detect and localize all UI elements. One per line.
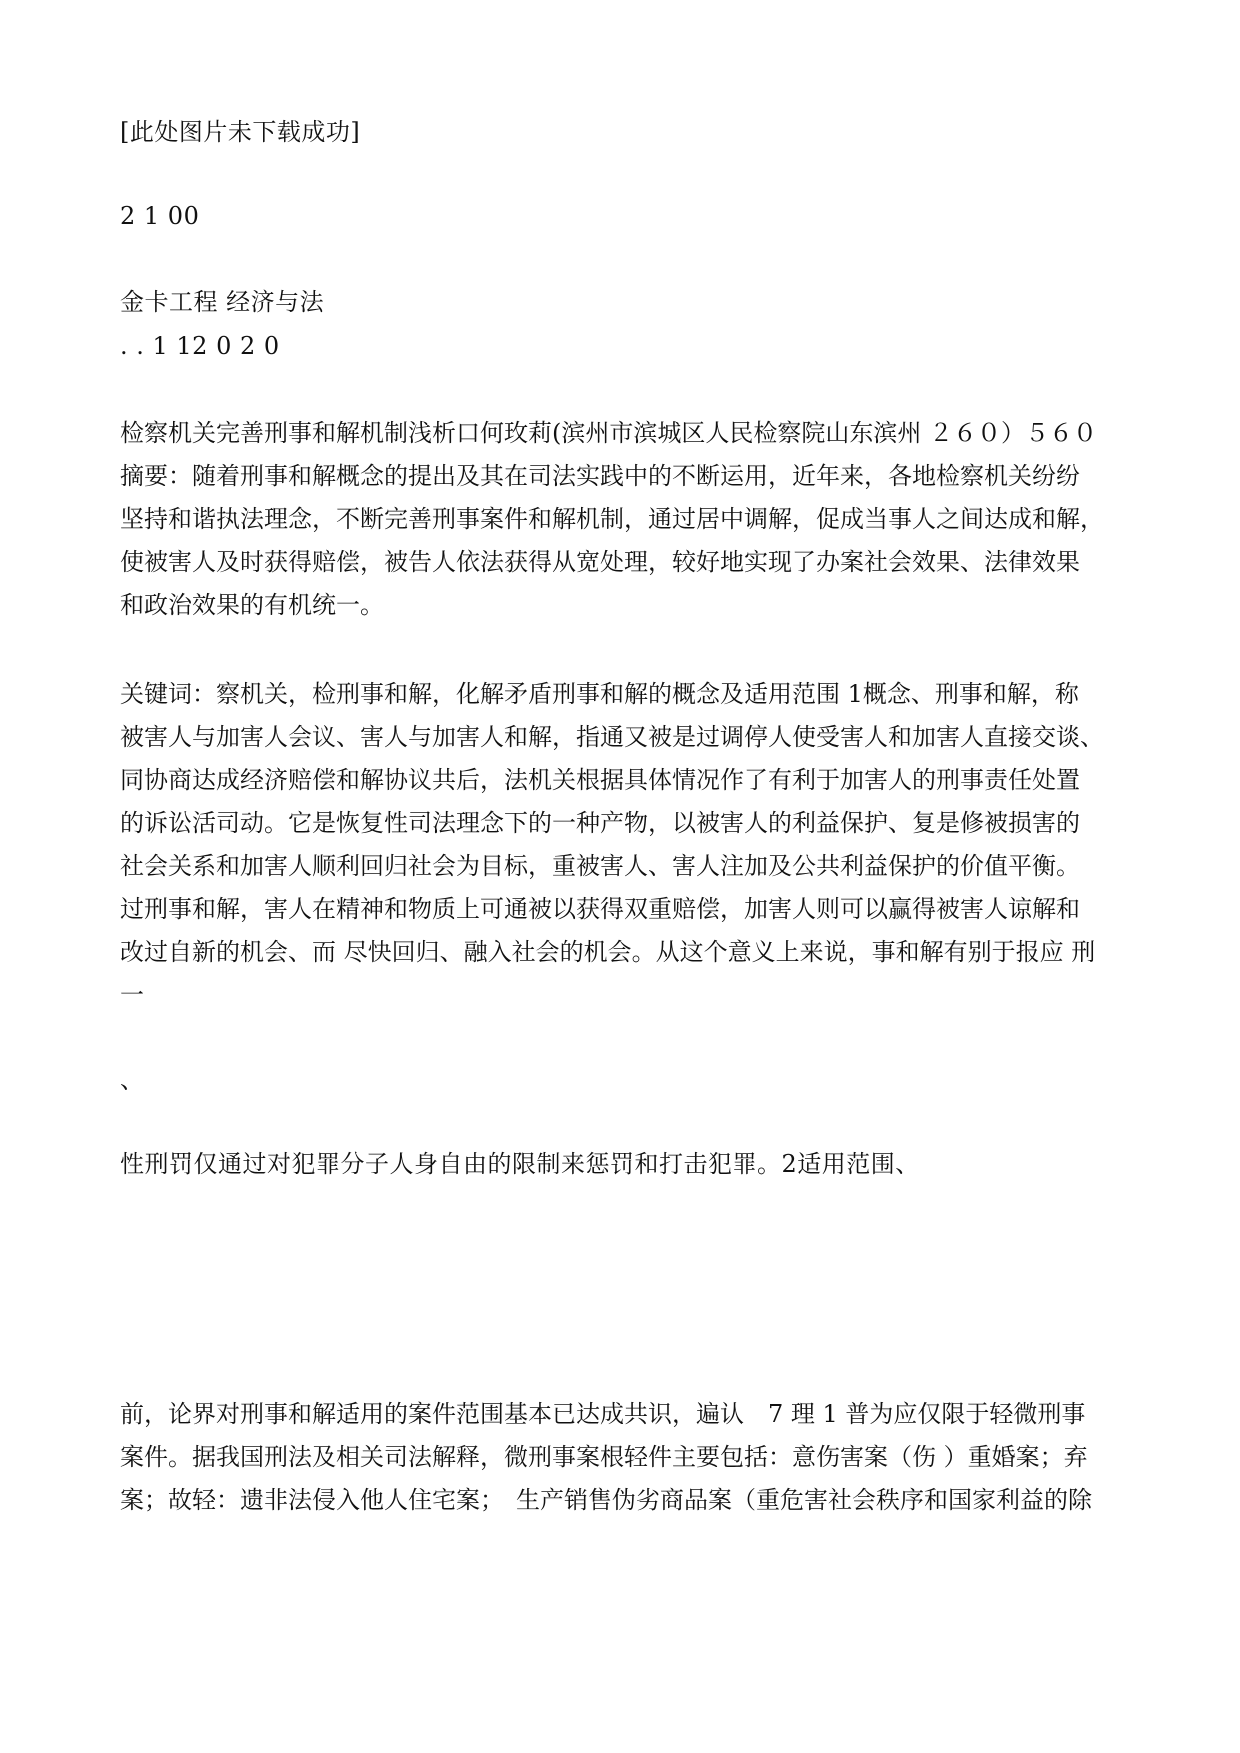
paragraph-keywords [120, 673, 1130, 1017]
header-title: 金卡工程 经济与法 [120, 288, 325, 316]
text-line: 关键词：察机关，检刑事和解，化解矛盾刑事和解的概念及适用范围 1概念、刑事和解，称 [120, 680, 1079, 708]
text-line: 前，论界对刑事和解适用的案件范围基本已达成共识，遍认 7 理 1 普为应仅限于轻微刑事 [120, 1400, 1086, 1428]
text-line: 摘要：随着刑事和解概念的提出及其在司法实践中的不断运用，近年来，各地检察机关纷纷 [120, 462, 1080, 490]
text-line: 案件。据我国刑法及相关司法解释，微刑事案根轻件主要包括：意伤害案（伤 ）重婚案；弃 [120, 1443, 1088, 1471]
text-line: 坚持和谐执法理念，不断完善刑事案件和解机制，通过居中调解，促成当事人之间达成和解， [120, 505, 1104, 533]
text-line: 一 [120, 981, 144, 1009]
paragraph-scope [120, 1393, 1130, 1522]
paragraph-abstract [120, 412, 1130, 627]
text-line: 和政治效果的有机统一。 [120, 591, 384, 619]
text-line: 的诉讼活司动。它是恢复性司法理念下的一种产物，以被害人的利益保护、复是修被损害的 [120, 809, 1080, 837]
text-line: 同协商达成经济赔偿和解协议共后，法机关根据具体情况作了有利于加害人的刑事责任处置 [120, 766, 1080, 794]
text-line: 过刑事和解，害人在精神和物质上可通被以获得双重赔偿，加害人则可以赢得被害人谅解和 [120, 895, 1080, 923]
text-line: 案；故轻：遗非法侵入他人住宅案； 生产销售伪劣商品案（重危害社会秩序和国家利益的除 [120, 1486, 1092, 1514]
paragraph-scope-intro: 性刑罚仅通过对犯罪分子人身自由的限制来惩罚和打击犯罪。2适用范围、 [120, 1150, 920, 1178]
header-numbers: . . 1 12 0 2 0 [120, 332, 280, 360]
code-line: 2 1 00 [120, 202, 200, 230]
text-line: 被害人与加害人会议、害人与加害人和解，指通又被是过调停人使受害人和加害人直接交谈、 [120, 723, 1104, 751]
text-line: 社会关系和加害人顺利回归社会为目标，重被害人、害人注加及公共利益保护的价值平衡。 [120, 852, 1080, 880]
text-line: 改过自新的机会、而 尽快回归、融入社会的机会。从这个意义上来说，事和解有别于报应 刑 [120, 938, 1096, 966]
text-line: 检察机关完善刑事和解机制浅析口何玫莉(滨州市滨城区人民检察院山东滨州 ２６０）５６０ [120, 419, 1097, 447]
text-line: 使被害人及时获得赔偿，被告人依法获得从宽处理，较好地实现了办案社会效果、法律效果 [120, 548, 1080, 576]
punctuation-mark: 、 [120, 1066, 145, 1094]
image-placeholder-text: [此处图片未下载成功] [120, 118, 361, 146]
